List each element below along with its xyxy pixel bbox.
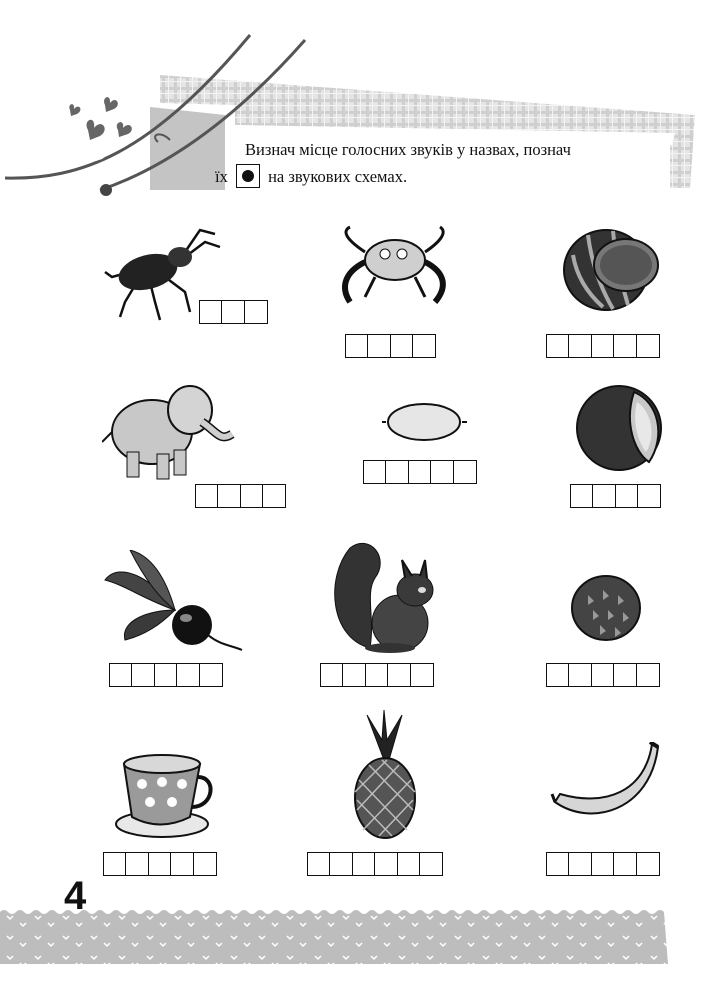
- scheme-cell[interactable]: [176, 663, 200, 687]
- scheme-cell[interactable]: [131, 663, 155, 687]
- scheme-cell[interactable]: [103, 852, 127, 876]
- scheme-cell[interactable]: [367, 334, 391, 358]
- scheme-cell[interactable]: [352, 852, 376, 876]
- sound-scheme-elephant[interactable]: [195, 484, 286, 508]
- scheme-cell[interactable]: [636, 852, 660, 876]
- scheme-cell[interactable]: [453, 460, 477, 484]
- scheme-cell[interactable]: [546, 663, 570, 687]
- scheme-cell[interactable]: [613, 852, 637, 876]
- pineapple-picture: [347, 710, 422, 840]
- sound-scheme-crab[interactable]: [345, 334, 436, 358]
- scheme-cell[interactable]: [240, 484, 264, 508]
- scheme-cell[interactable]: [199, 300, 223, 324]
- scheme-cell[interactable]: [365, 663, 389, 687]
- elephant-picture: [102, 372, 242, 484]
- sound-scheme-watermelon[interactable]: [546, 334, 660, 358]
- scheme-cell[interactable]: [193, 852, 217, 876]
- scheme-cell[interactable]: [154, 663, 178, 687]
- scheme-cell[interactable]: [546, 852, 570, 876]
- scheme-cell[interactable]: [329, 852, 353, 876]
- sound-scheme-squirrel[interactable]: [320, 663, 434, 687]
- scheme-cell[interactable]: [345, 334, 369, 358]
- cup-picture: [112, 752, 214, 840]
- scheme-cell[interactable]: [613, 334, 637, 358]
- scheme-cell[interactable]: [430, 460, 454, 484]
- watermelon-picture: [558, 225, 668, 313]
- crab-picture: [330, 222, 460, 310]
- scheme-cell[interactable]: [568, 852, 592, 876]
- scheme-cell[interactable]: [170, 852, 194, 876]
- lemon-picture: [382, 400, 467, 445]
- scheme-cell[interactable]: [591, 852, 615, 876]
- scheme-cell[interactable]: [591, 663, 615, 687]
- scheme-cell[interactable]: [148, 852, 172, 876]
- vowel-marker-icon: [236, 164, 260, 188]
- scheme-cell[interactable]: [397, 852, 421, 876]
- sound-scheme-lemon[interactable]: [363, 460, 477, 484]
- sound-scheme-pineapple[interactable]: [307, 852, 443, 876]
- scheme-cell[interactable]: [568, 334, 592, 358]
- banana-picture: [550, 742, 665, 832]
- scheme-cell[interactable]: [387, 663, 411, 687]
- sound-scheme-banana[interactable]: [546, 852, 660, 876]
- pine-cone-picture: [568, 570, 643, 648]
- scheme-cell[interactable]: [390, 334, 414, 358]
- scheme-cell[interactable]: [109, 663, 133, 687]
- melon-picture: [574, 382, 669, 472]
- scheme-cell[interactable]: [592, 484, 616, 508]
- scheme-cell[interactable]: [221, 300, 245, 324]
- scheme-cell[interactable]: [412, 334, 436, 358]
- scheme-cell[interactable]: [342, 663, 366, 687]
- scheme-cell[interactable]: [262, 484, 286, 508]
- scheme-cell[interactable]: [307, 852, 331, 876]
- scheme-cell[interactable]: [363, 460, 387, 484]
- scheme-cell[interactable]: [591, 334, 615, 358]
- scheme-cell[interactable]: [636, 663, 660, 687]
- instruction-text: [215, 136, 665, 190]
- scheme-cell[interactable]: [244, 300, 268, 324]
- scheme-cell[interactable]: [374, 852, 398, 876]
- scheme-cell[interactable]: [570, 484, 594, 508]
- beet-picture: [100, 550, 245, 655]
- instruction-line-1: Визнач місце голосних звуків у назвах, познач: [245, 140, 571, 159]
- scheme-cell[interactable]: [125, 852, 149, 876]
- scheme-cell[interactable]: [217, 484, 241, 508]
- sound-scheme-beet[interactable]: [109, 663, 223, 687]
- scheme-cell[interactable]: [419, 852, 443, 876]
- scheme-cell[interactable]: [320, 663, 344, 687]
- scheme-cell[interactable]: [637, 484, 661, 508]
- scheme-cell[interactable]: [199, 663, 223, 687]
- instruction-prefix: їх: [215, 167, 228, 186]
- scheme-cell[interactable]: [613, 663, 637, 687]
- page-number: 4: [64, 874, 87, 918]
- scheme-cell[interactable]: [615, 484, 639, 508]
- sound-scheme-pine-cone[interactable]: [546, 663, 660, 687]
- scheme-cell[interactable]: [568, 663, 592, 687]
- scheme-cell[interactable]: [408, 460, 432, 484]
- footer-pattern: [0, 908, 668, 964]
- scheme-cell[interactable]: [636, 334, 660, 358]
- scheme-cell[interactable]: [410, 663, 434, 687]
- scheme-cell[interactable]: [385, 460, 409, 484]
- squirrel-picture: [330, 538, 440, 656]
- instruction-suffix: на звукових схемах.: [268, 167, 408, 186]
- instruction-line-2: [215, 163, 665, 190]
- sound-scheme-melon[interactable]: [570, 484, 661, 508]
- sound-scheme-cup[interactable]: [103, 852, 217, 876]
- scheme-cell[interactable]: [546, 334, 570, 358]
- sound-scheme-beetle[interactable]: [199, 300, 268, 324]
- scheme-cell[interactable]: [195, 484, 219, 508]
